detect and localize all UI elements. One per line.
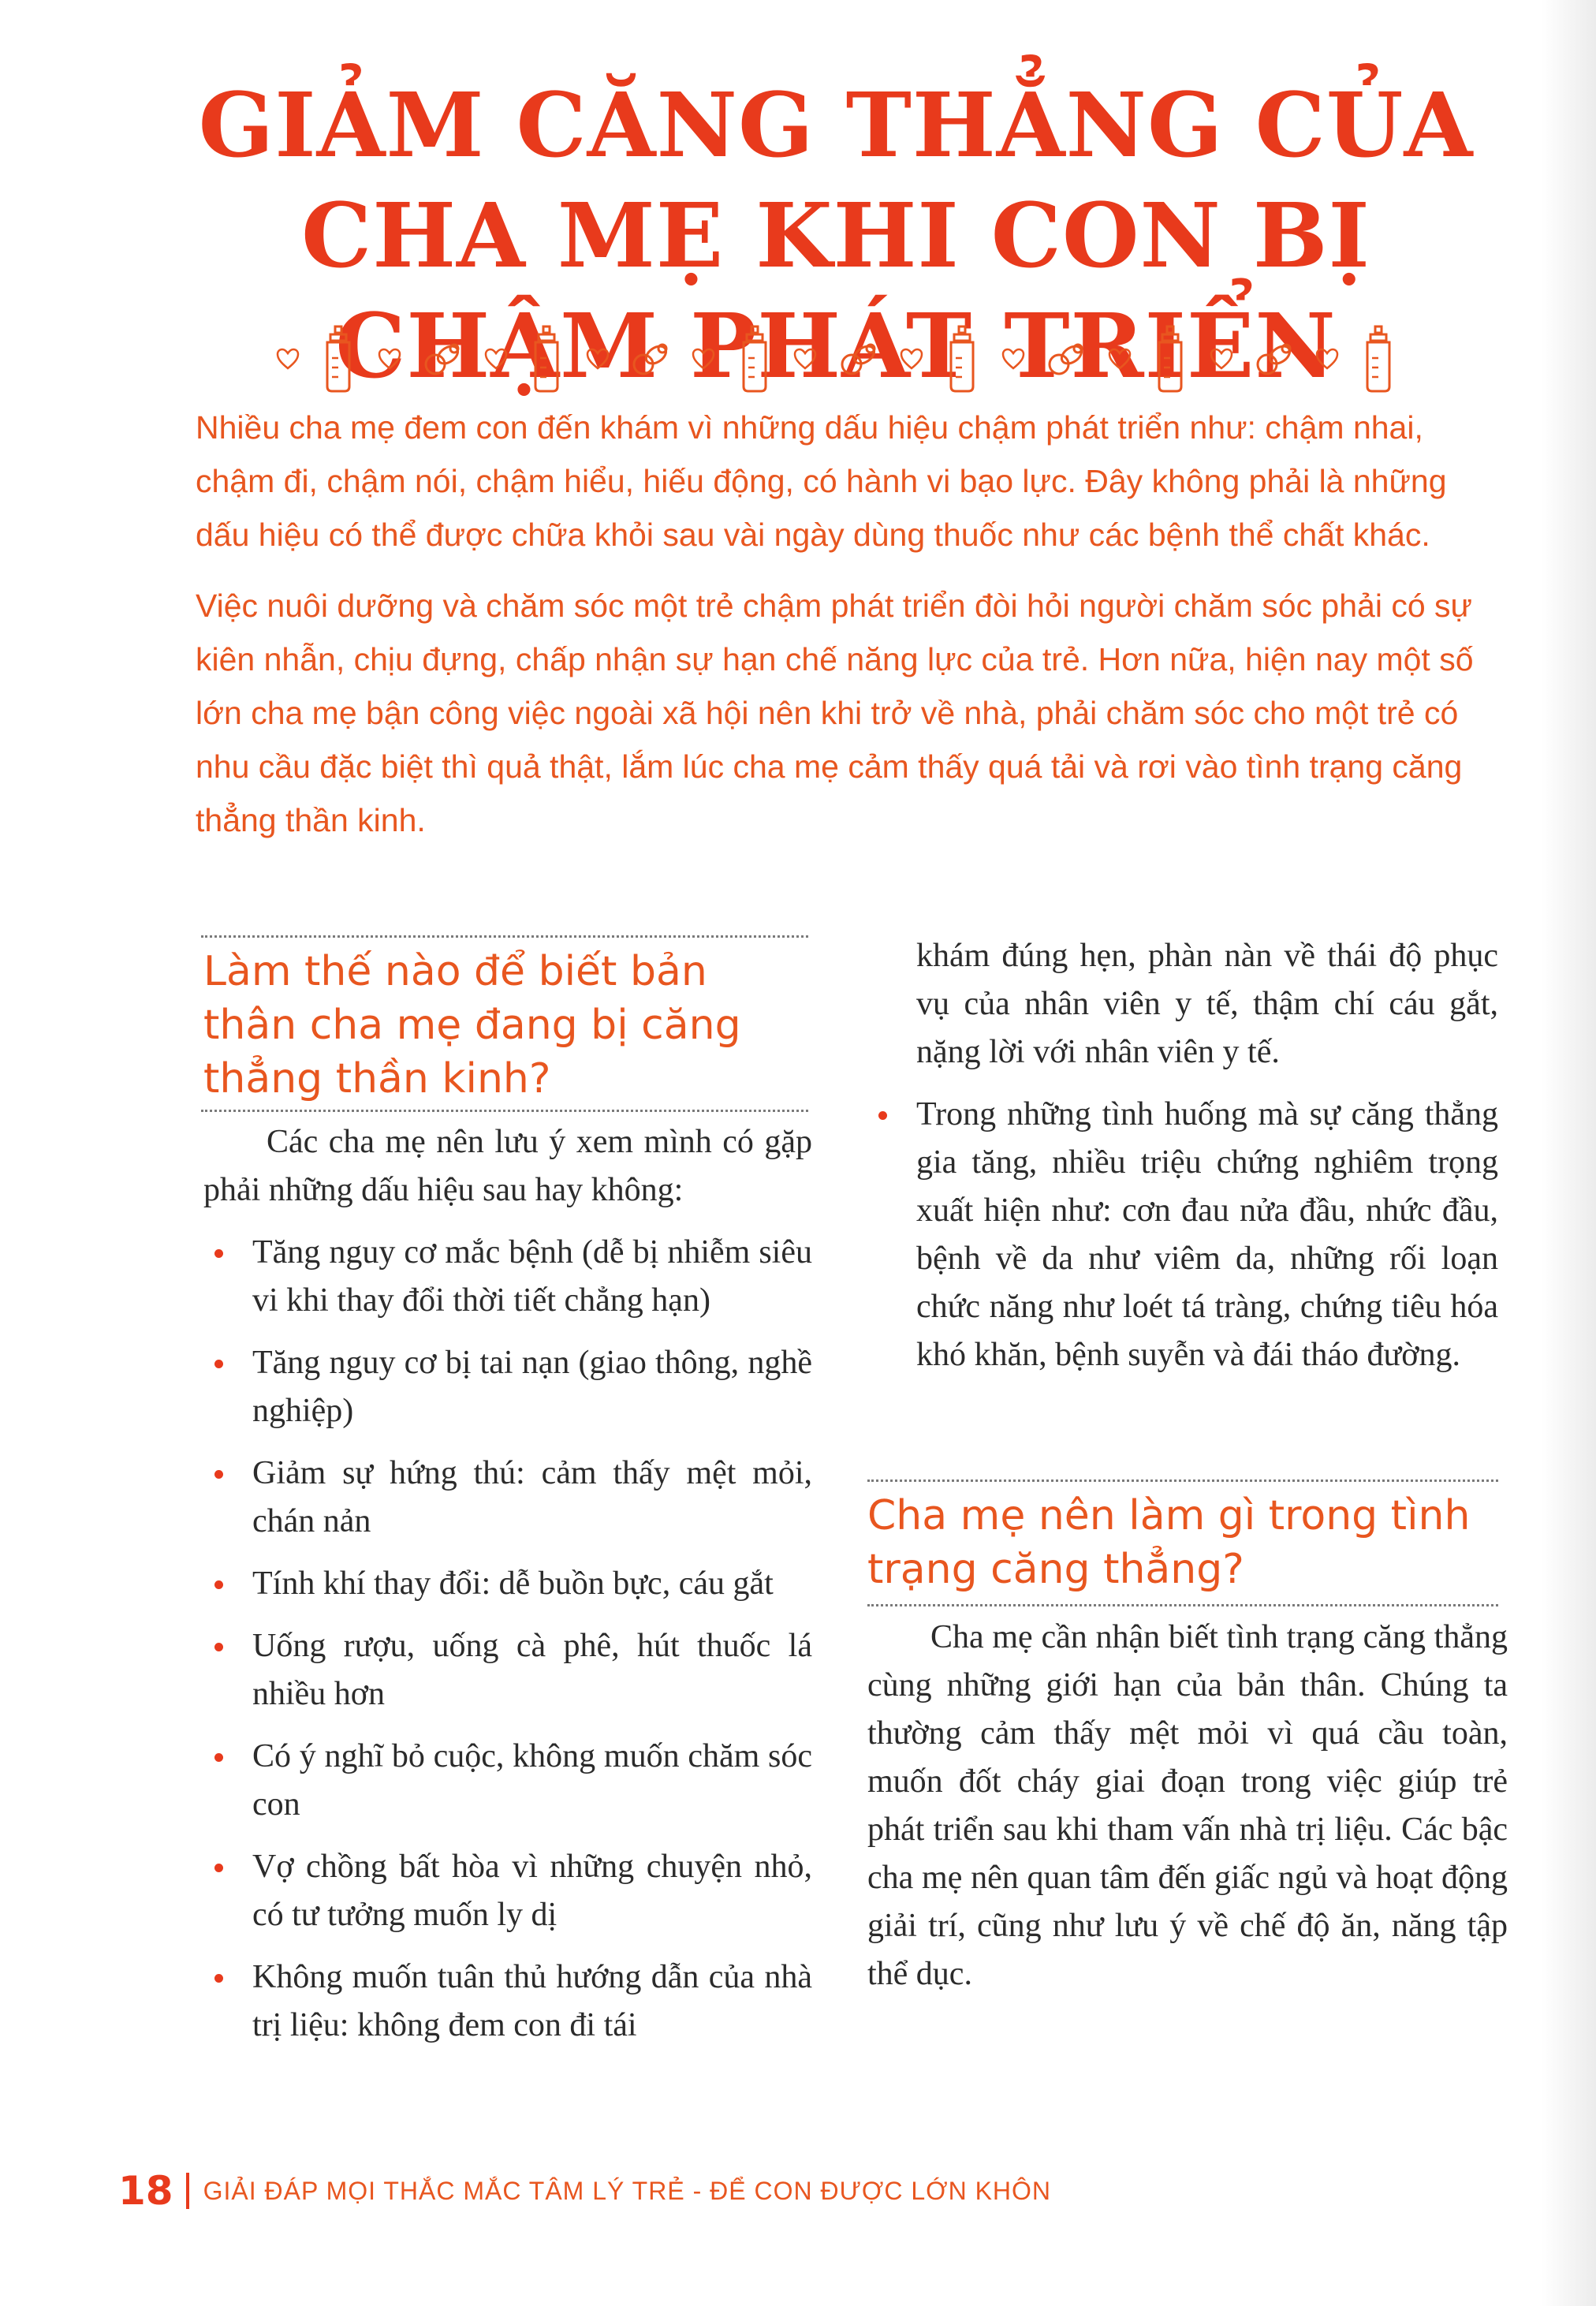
- symptom-list: [203, 1229, 812, 2050]
- symptom-list-continued: [867, 1091, 1498, 1379]
- baby-bottle-icon: [945, 323, 979, 394]
- page-footer: [118, 2167, 1051, 2215]
- right-column: [867, 932, 1498, 1394]
- heart-icon: [1001, 348, 1025, 370]
- page-number: 18: [118, 2168, 173, 2214]
- list-item: Có ý nghĩ bỏ cuộc, không muốn chăm sóc con: [203, 1733, 812, 1829]
- right-column-body: [867, 1614, 1508, 1998]
- ornament-row: [276, 315, 1396, 402]
- baby-bottle-icon: [1361, 323, 1396, 394]
- section-divider: [201, 935, 808, 938]
- list-item: Tăng nguy cơ bị tai nạn (giao thông, nghề nghiệp): [203, 1339, 812, 1435]
- bullet-icon: [214, 1864, 223, 1872]
- baby-bottle-icon: [737, 323, 772, 394]
- heart-icon: [1210, 348, 1233, 370]
- list-item: Không muốn tuân thủ hướng dẫn của nhà trị liệu: không đem con đi tái: [203, 1953, 812, 2050]
- bullet-icon: [214, 1249, 223, 1258]
- baby-bottle-icon: [529, 323, 564, 394]
- heart-icon: [586, 348, 610, 370]
- heart-icon: [1108, 348, 1132, 370]
- section-heading: Cha mẹ nên làm gì trong tình trạng căng thẳng?: [867, 1492, 1471, 1593]
- section-divider: [201, 1110, 808, 1112]
- list-item: Uống rượu, uống cà phê, hút thuốc lá nhiều hơn: [203, 1622, 812, 1718]
- pacifier-icon: [1046, 341, 1086, 377]
- list-item: Tính khí thay đổi: dễ buồn bực, cáu gắt: [203, 1560, 812, 1608]
- list-item: Vợ chồng bất hòa vì những chuyện nhỏ, có tư tưởng muốn ly dị: [203, 1843, 812, 1939]
- intro-paragraph: Nhiều cha mẹ đem con đến khám vì những dấu hiệu chậm phát triển như: chậm nhai, chậm đi, chậm nói, chậm hiểu, hiếu động, có hành vi bạo lực. Đây không phải là những dấu hiệu có thể được chữa khỏi sau vài ngày dùng thuốc như các bệnh thể chất khác.: [196, 409, 1447, 553]
- list-item: Giảm sự hứng thú: cảm thấy mệt mỏi, chán nản: [203, 1450, 812, 1546]
- intro-text: [196, 401, 1497, 864]
- baby-bottle-icon: [1153, 323, 1188, 394]
- list-item: Tăng nguy cơ mắc bệnh (dễ bị nhiễm siêu vi khi thay đổi thời tiết chẳng hạn): [203, 1229, 812, 1325]
- pacifier-icon: [423, 341, 462, 377]
- pacifier-icon: [1255, 341, 1294, 377]
- pacifier-icon: [631, 341, 670, 377]
- bullet-icon: [214, 1470, 223, 1479]
- lead-paragraph: Các cha mẹ nên lưu ý xem mình có gặp phải những dấu hiệu sau hay không:: [203, 1124, 812, 1208]
- list-item: Trong những tình huống mà sự căng thẳng gia tăng, nhiều triệu chứng nghiêm trọng xuất hiện như: cơn đau nửa đầu, nhức đầu, bệnh về da như viêm da, những rối loạn chức năng như loét tá tràng, chứng tiêu hóa khó khăn, bệnh suyễn và đái tháo đường.: [867, 1091, 1498, 1379]
- continuation-paragraph: khám đúng hẹn, phàn nàn về thái độ phục vụ của nhân viên y tế, thậm chí cáu gắt, nặng lời với nhân viên y tế.: [916, 938, 1498, 1070]
- heart-icon: [1315, 348, 1339, 370]
- bullet-icon: [214, 1974, 223, 1983]
- bullet-icon: [214, 1643, 223, 1651]
- page-edge-shadow: [1541, 0, 1596, 2306]
- section-divider: [867, 1479, 1498, 1482]
- footer-separator: [186, 2173, 189, 2209]
- page-title: GIẢM CĂNG THẲNG CỦA CHA MẸ KHI CON BỊ CHẬM PHÁT TRIỂN: [198, 74, 1474, 398]
- heart-icon: [484, 348, 508, 370]
- bullet-icon: [214, 1753, 223, 1762]
- left-column: [203, 1118, 812, 2064]
- heart-icon: [900, 348, 923, 370]
- advice-paragraph: Cha mẹ cần nhận biết tình trạng căng thẳng cùng những giới hạn của bản thân. Chúng ta thường cảm thấy mệt mỏi vì quá cầu toàn, muốn đốt cháy giai đoạn trong việc giúp trẻ phát triển sau khi tham vấn nhà trị liệu. Các bậc cha mẹ nên quan tâm đến giấc ngủ và hoạt động giải trí, cũng như lưu ý về chế độ ăn, năng tập thể dục.: [867, 1619, 1508, 1992]
- bullet-icon: [214, 1360, 223, 1368]
- heart-icon: [276, 348, 300, 370]
- baby-bottle-icon: [321, 323, 356, 394]
- section-divider: [867, 1604, 1498, 1606]
- section-heading: Làm thế nào để biết bản thân cha mẹ đang bị căng thẳng thần kinh?: [203, 948, 741, 1103]
- heart-icon: [692, 348, 715, 370]
- heart-icon: [378, 348, 401, 370]
- heart-icon: [793, 348, 817, 370]
- book-title: GIẢI ĐÁP MỌI THẮC MẮC TÂM LÝ TRẺ - ĐỂ CON ĐƯỢC LỚN KHÔN: [203, 2176, 1052, 2205]
- intro-paragraph: Việc nuôi dưỡng và chăm sóc một trẻ chậm phát triển đòi hỏi người chăm sóc phải có sự kiên nhẫn, chịu đựng, chấp nhận sự hạn chế năng lực của trẻ. Hơn nữa, hiện nay một số lớn cha mẹ bận công việc ngoài xã hội nên khi trở về nhà, phải chăm sóc cho một trẻ có nhu cầu đặc biệt thì quả thật, lắm lúc cha mẹ cảm thấy quá tải và rơi vào tình trạng căng thẳng thần kinh.: [196, 588, 1474, 838]
- bullet-icon: [878, 1111, 887, 1120]
- pacifier-icon: [839, 341, 878, 377]
- bullet-icon: [214, 1580, 223, 1589]
